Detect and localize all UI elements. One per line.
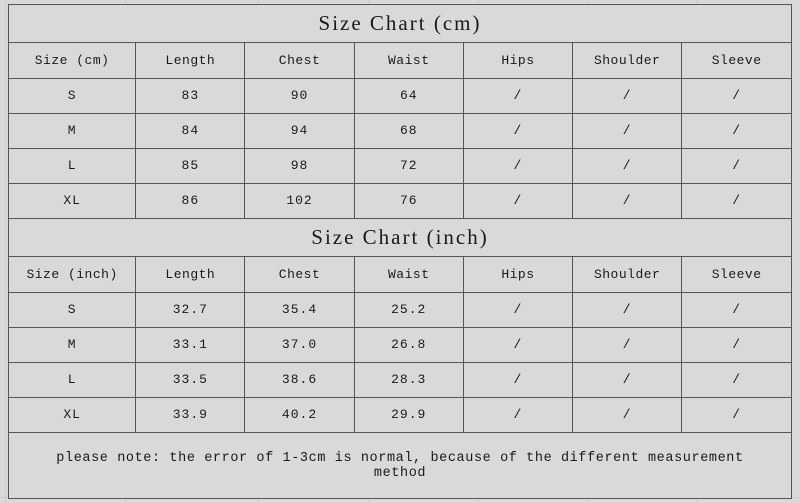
cell-length: 32.7 xyxy=(136,292,245,327)
cell-waist: 26.8 xyxy=(354,327,463,362)
cell-sleeve: / xyxy=(682,113,791,148)
measurement-note-row xyxy=(9,432,791,498)
size-chart-cm-title-row xyxy=(9,5,791,43)
cell-hips: / xyxy=(463,397,572,432)
table-row xyxy=(9,183,791,218)
table-row xyxy=(9,292,791,327)
cell-sleeve: / xyxy=(682,148,791,183)
cell-size: L xyxy=(9,148,136,183)
cell-size: XL xyxy=(9,397,136,432)
table-row xyxy=(9,362,791,397)
cell-hips: / xyxy=(463,78,572,113)
cell-hips: / xyxy=(463,113,572,148)
cell-size: M xyxy=(9,113,136,148)
cell-length: 33.5 xyxy=(136,362,245,397)
column-header-length: Length xyxy=(136,43,245,78)
cell-waist: 76 xyxy=(354,183,463,218)
cell-sleeve: / xyxy=(682,78,791,113)
cell-hips: / xyxy=(463,327,572,362)
size-chart-container xyxy=(8,4,792,499)
cell-length: 33.1 xyxy=(136,327,245,362)
column-header-chest: Chest xyxy=(245,43,354,78)
column-header-sleeve: Sleeve xyxy=(682,43,791,78)
cell-length: 33.9 xyxy=(136,397,245,432)
cell-chest: 37.0 xyxy=(245,327,354,362)
cell-waist: 29.9 xyxy=(354,397,463,432)
cell-shoulder: / xyxy=(573,113,682,148)
column-header-shoulder: Shoulder xyxy=(573,257,682,292)
cell-hips: / xyxy=(463,362,572,397)
cell-size: M xyxy=(9,327,136,362)
cell-hips: / xyxy=(463,292,572,327)
cell-waist: 68 xyxy=(354,113,463,148)
table-row xyxy=(9,113,791,148)
cell-sleeve: / xyxy=(682,292,791,327)
cell-shoulder: / xyxy=(573,397,682,432)
cell-size: S xyxy=(9,292,136,327)
cell-size: XL xyxy=(9,183,136,218)
column-header-hips: Hips xyxy=(463,257,572,292)
table-row xyxy=(9,148,791,183)
background-gridline xyxy=(5,0,6,503)
column-header-hips: Hips xyxy=(463,43,572,78)
cell-shoulder: / xyxy=(573,78,682,113)
cell-waist: 28.3 xyxy=(354,362,463,397)
column-header-sleeve: Sleeve xyxy=(682,257,791,292)
table-header-row xyxy=(9,43,791,78)
cell-shoulder: / xyxy=(573,327,682,362)
cell-waist: 64 xyxy=(354,78,463,113)
cell-sleeve: / xyxy=(682,327,791,362)
size-chart-inch-title-row xyxy=(9,219,791,257)
cell-shoulder: / xyxy=(573,362,682,397)
table-header-row xyxy=(9,257,791,292)
cell-chest: 90 xyxy=(245,78,354,113)
cell-size: L xyxy=(9,362,136,397)
cell-sleeve: / xyxy=(732,193,742,209)
column-header-size: Size (cm) xyxy=(9,43,136,78)
size-chart-cm-title: Size Chart (cm) xyxy=(318,11,482,35)
column-header-size: Size (inch) xyxy=(9,257,136,292)
table-row xyxy=(9,397,791,432)
size-chart-cm-table xyxy=(9,43,791,218)
cell-chest: 102 xyxy=(245,183,354,218)
cell-chest: 98 xyxy=(245,148,354,183)
cell-chest: 38.6 xyxy=(245,362,354,397)
cell-chest: 35.4 xyxy=(245,292,354,327)
table-row xyxy=(9,78,791,113)
cell-shoulder: / xyxy=(573,292,682,327)
cell-waist: 25.2 xyxy=(354,292,463,327)
cell-hips: / xyxy=(463,183,572,218)
cell-sleeve: / xyxy=(682,362,791,397)
cell-length: 86 xyxy=(136,183,245,218)
cell-size: S xyxy=(9,78,136,113)
size-chart-inch-title: Size Chart (inch) xyxy=(311,225,489,249)
column-header-chest: Chest xyxy=(245,257,354,292)
cell-hips: / xyxy=(463,148,572,183)
cell-chest: 40.2 xyxy=(245,397,354,432)
measurement-note: please note: the error of 1-3cm is normal, because of the different measurement method xyxy=(56,450,744,481)
cell-length: 85 xyxy=(136,148,245,183)
cell-length: 83 xyxy=(136,78,245,113)
cell-chest: 94 xyxy=(245,113,354,148)
column-header-shoulder: Shoulder xyxy=(573,43,682,78)
column-header-waist: Waist xyxy=(354,43,463,78)
cell-waist: 72 xyxy=(354,148,463,183)
cell-shoulder: / xyxy=(573,183,682,218)
size-chart-inch-table xyxy=(9,257,791,432)
column-header-waist: Waist xyxy=(354,257,463,292)
cell-sleeve: / xyxy=(732,407,742,423)
cell-length: 84 xyxy=(136,113,245,148)
table-row xyxy=(9,327,791,362)
column-header-length: Length xyxy=(136,257,245,292)
cell-shoulder: / xyxy=(573,148,682,183)
